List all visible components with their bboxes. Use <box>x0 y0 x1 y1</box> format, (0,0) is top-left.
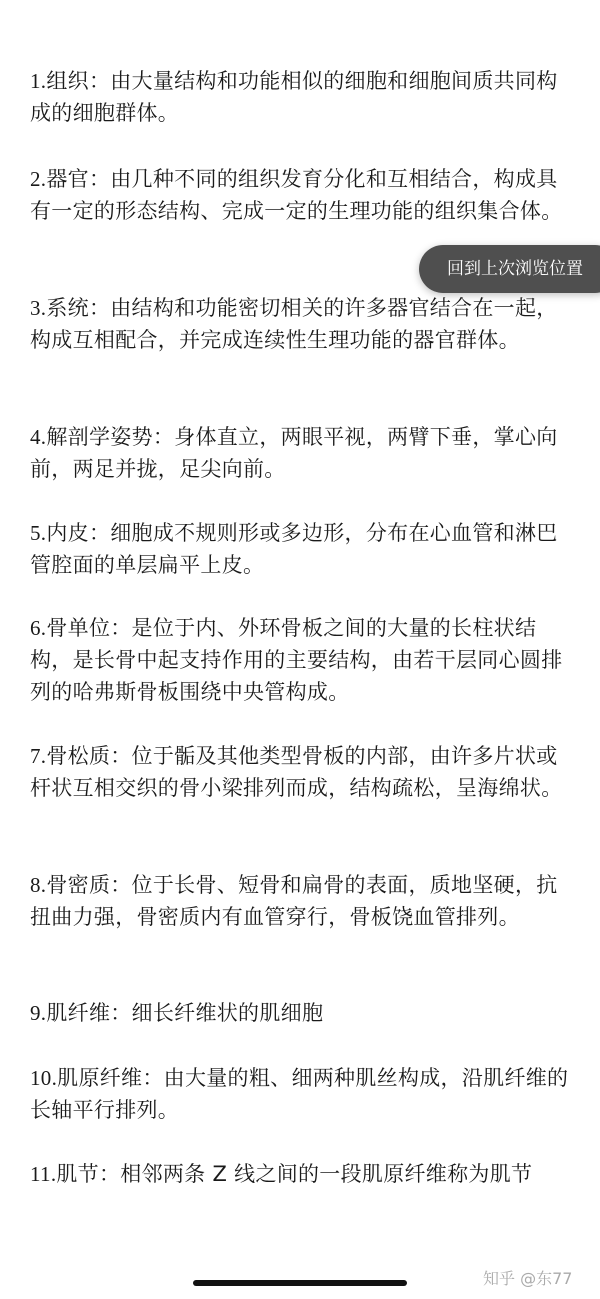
definition-paragraph <box>30 65 578 129</box>
item-number: 11. <box>30 1162 57 1186</box>
item-text: 解剖学姿势：身体直立，两眼平视，两臂下垂，掌心向前，两足并拢，足尖向前。 <box>30 425 558 481</box>
definition-paragraph <box>30 869 578 933</box>
item-number: 4. <box>30 425 47 449</box>
item-number: 3. <box>30 296 47 320</box>
item-number: 2. <box>30 167 47 191</box>
item-number: 8. <box>30 873 47 897</box>
definition-paragraph <box>30 421 578 485</box>
item-text: 骨松质：位于骺及其他类型骨板的内部，由许多片状或杆状互相交织的骨小梁排列而成，结构疏松，呈海绵状。 <box>30 744 563 800</box>
resume-reading-button[interactable]: 回到上次浏览位置 <box>419 245 600 293</box>
item-text: 内皮：细胞成不规则形或多边形，分布在心血管和淋巴管腔面的单层扁平上皮。 <box>30 521 558 577</box>
definition-paragraph <box>30 292 578 356</box>
item-number: 5. <box>30 521 47 545</box>
item-number: 6. <box>30 616 47 640</box>
item-text: 肌纤维：细长纤维状的肌细胞 <box>46 1001 324 1025</box>
definition-paragraph <box>30 740 578 804</box>
item-text: 肌节：相邻两条 Z 线之间的一段肌原纤维称为肌节 <box>56 1162 533 1186</box>
item-number: 9. <box>30 1001 47 1025</box>
item-text: 骨单位：是位于内、外环骨板之间的大量的长柱状结构，是长骨中起支持作用的主要结构，由若干层同心圆排列的哈弗斯骨板围绕中央管构成。 <box>30 616 563 704</box>
item-text: 器官：由几种不同的组织发育分化和互相结合，构成具有一定的形态结构、完成一定的生理功能的组织集合体。 <box>30 167 563 223</box>
item-number: 1. <box>30 69 47 93</box>
item-text: 肌原纤维：由大量的粗、细两种肌丝构成，沿肌纤维的长轴平行排列。 <box>30 1066 569 1122</box>
item-number: 10. <box>30 1066 58 1090</box>
definition-paragraph <box>30 163 578 227</box>
home-indicator[interactable] <box>193 1280 407 1286</box>
definition-paragraph <box>30 1062 578 1126</box>
definition-paragraph <box>30 612 578 708</box>
item-text: 组织：由大量结构和功能相似的细胞和细胞间质共同构成的细胞群体。 <box>30 69 558 125</box>
item-text: 骨密质：位于长骨、短骨和扁骨的表面，质地坚硬，抗扭曲力强，骨密质内有血管穿行，骨板饶血管排列。 <box>30 873 558 929</box>
item-number: 7. <box>30 744 47 768</box>
item-text: 系统：由结构和功能密切相关的许多器官结合在一起，构成互相配合，并完成连续性生理功能的器官群体。 <box>30 296 558 352</box>
source-watermark: 知乎 @东77 <box>483 1269 573 1288</box>
definition-paragraph <box>30 997 578 1029</box>
definition-paragraph <box>30 1158 578 1190</box>
definition-paragraph <box>30 517 578 581</box>
